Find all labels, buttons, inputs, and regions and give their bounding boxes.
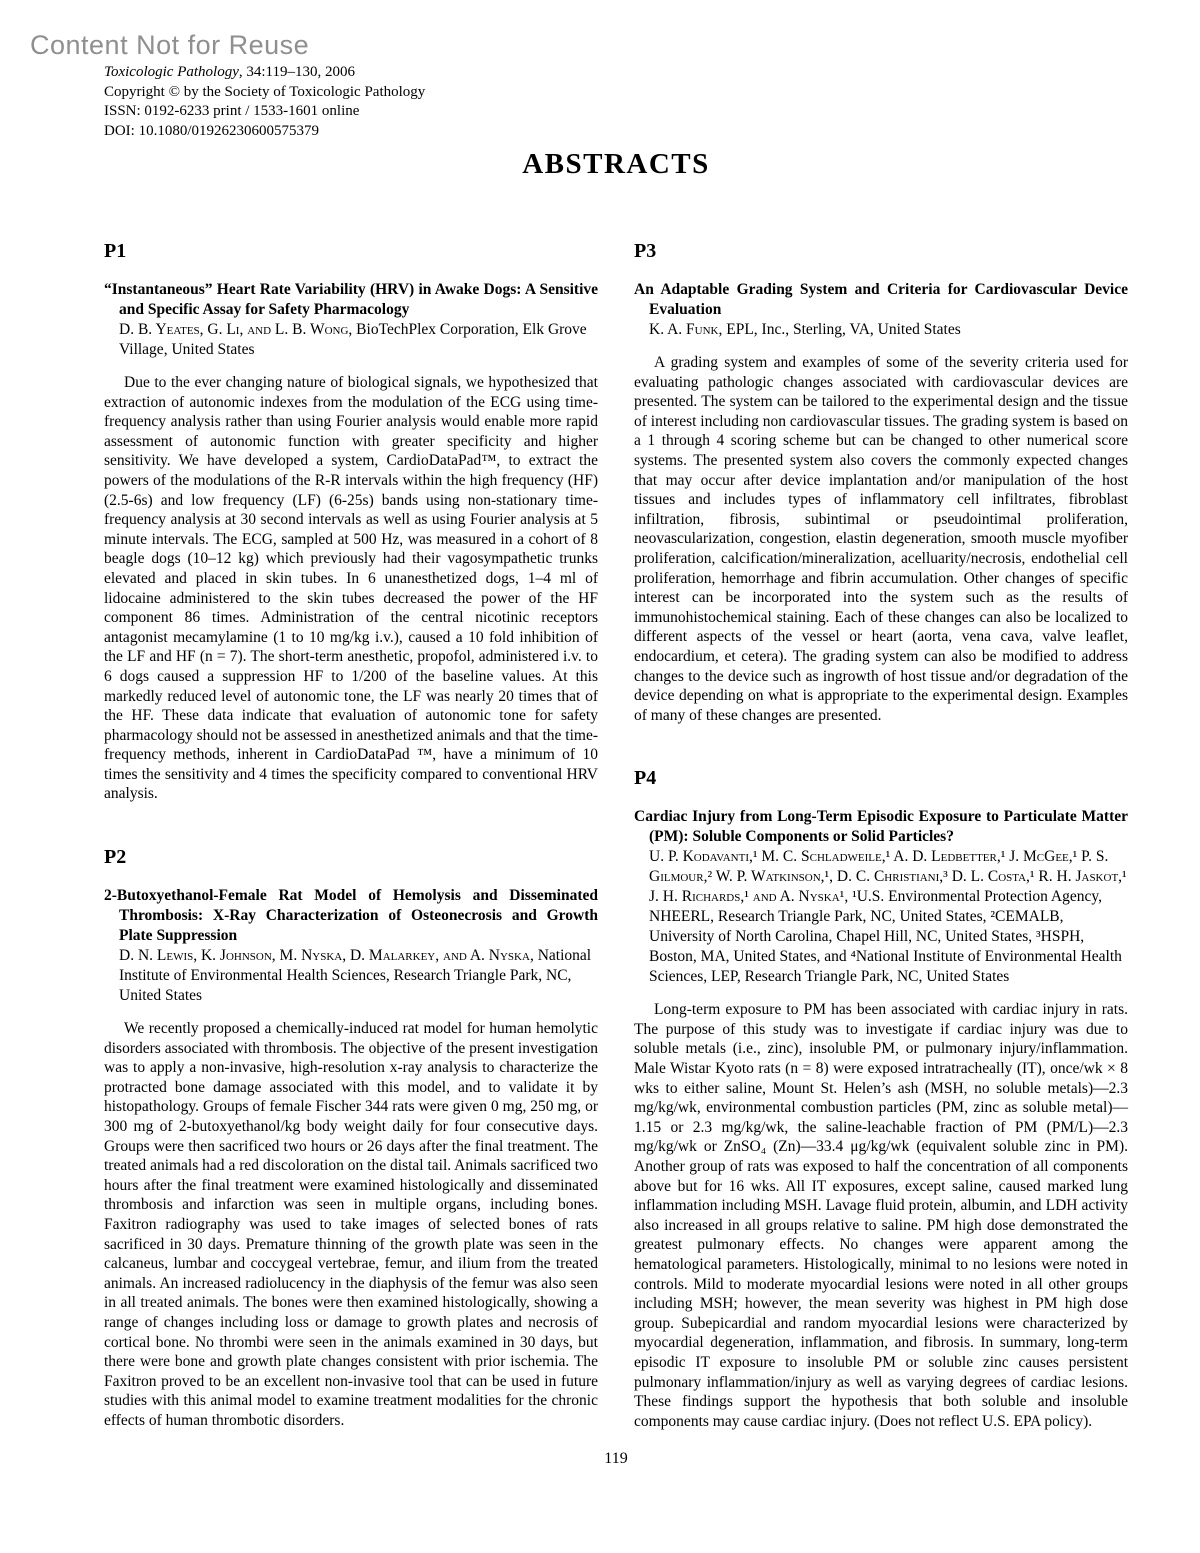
journal-citation-line (104, 63, 425, 83)
issn-line: ISSN: 0192-6233 print / 1533-1601 online (104, 103, 360, 119)
author-names: U. P. Kodavanti,¹ M. C. Schladweile,¹ A. D. Ledbetter,¹ J. McGee,¹ P. S. Gilmour,² W. P. Watkinson,¹, D. C. Christiani,³ D. L. Costa,¹ R. H. Jaskot,¹ J. H. Richards,¹ and A. Nyska¹, (649, 848, 1127, 906)
abstract-p1 (104, 240, 598, 804)
author-names: D. N. Lewis, K. Johnson, M. Nyska, D. Malarkey, and A. Nyska, (119, 947, 534, 965)
journal-citation-rest: , 34:119–130, 2006 (238, 64, 355, 80)
author-affiliation: EPL, Inc., Sterling, VA, United States (726, 321, 961, 338)
author-affiliation: BioTechPlex Corporation, Elk Grove Village, United States (119, 321, 587, 358)
abstract-p4 (634, 767, 1128, 1431)
abstract-title: “Instantaneous” Heart Rate Variability (HRV) in Awake Dogs: A Sensitive and Specific Assay for Safety Pharmacology (104, 281, 598, 318)
abstract-number: P2 (104, 846, 127, 869)
abstract-authors (634, 847, 1128, 987)
abstract-authors (104, 946, 598, 1006)
copyright-line: Copyright © by the Society of Toxicologic Pathology (104, 83, 426, 100)
abstract-title: An Adaptable Grading System and Criteria for Cardiovascular Device Evaluation (634, 281, 1128, 318)
abstract-number: P1 (104, 240, 127, 262)
author-affiliation: ¹U.S. Environmental Protection Agency, NHEERL, Research Triangle Park, NC, United States, ²CEMALB, University of North Carolina, Chapel Hill, NC, United States, ³HSPH, Boston, MA, United States, and ⁴National Institute of Environmental Health Sciences, LEP, Research Triangle Park, NC, United States (649, 888, 1122, 986)
author-names: D. B. Yeates, G. Li, and L. B. Wong, (119, 321, 353, 338)
abstract-authors (104, 320, 598, 360)
author-names: K. A. Funk, (649, 321, 723, 338)
abstract-body: We recently proposed a chemically-induced rat model for human hemolytic disorders associated with thrombosis. The objective of the present investigation was to apply a non-invasive, high-resolution x-ray analysis to characterize the protracted bone damage associated with this model, and to validate it by histopathology. Groups of female Fischer 344 rats were given 0 mg, 250 mg, or 300 mg of 2-butoxyethanol/kg body weight daily for four consecutive days. Groups were then sacrificed two hours or 26 days after the final treatment. The treated animals had a red discoloration on the distal tail. Animals sacrificed two hours after the final treatment were examined histologically and disseminated thrombosis and infarction was seen in multiple organs, including bones. Faxitron radiography was used to take images of selected bones of rats sacrificed in 30 days. Premature thinning of the growth plate was seen in the calcaneus, lumbar and coccygeal vertebrae, femur, and ilium from the treated animals. An increased radiolucency in the diaphysis of the femur was also seen in all treated animals. The bones were then examined histologically, showing a range of changes including loss or damage to growth plates and necrosis of cortical bone. No thrombi were seen in the animals examined in 30 days, but there were bone and growth plate changes consistent with prior ischemia. The Faxitron proved to be an excellent non-invasive tool that can be used in future studies with this animal model to examine treatment modalities for the chronic effects of human thrombotic disorders. (104, 1020, 598, 1429)
abstract-body: A grading system and examples of some of the severity criteria used for evaluating pathologic changes associated with cardiovascular devices are presented. The system can be tailored to the experimental design and the tissue of interest including non cardiovascular tissues. The grading system is based on a 1 through 4 scoring scheme but can be changed to other numerical score systems. The presented system also covers the commonly expected changes that may occur after device implantation and/or manipulation of the host tissues and includes types of inflammatory cell infiltrates, fibroblast infiltration, fibrosis, subintimal or pseudointimal proliferation, neovascularization, congestion, elastin degeneration, smooth muscle myofiber proliferation, calcification/mineralization, acelluarity/necrosis, endothelial cell proliferation, hemorrhage and fibrin accumulation. Other changes of specific interest can be incorporated into the system such as the results of immunohistochemical staining. Each of these changes can also be localized to different aspects of the vessel or heart (aorta, vena cava, valve leaflet, endocardium, et cetera). The grading system can also be modified to address changes to the device such as ingrowth of host tissue and/or degradation of the device depending on what is appropriate to the experimental design. Examples of many of these changes are presented. (634, 354, 1128, 724)
abstract-body: Long-term exposure to PM has been associated with cardiac injury in rats. The purpose of this study was to investigate if cardiac injury was due to soluble metals (i.e., zinc), insoluble PM, or pulmonary injury/inflammation. Male Wistar Kyoto rats (n = 8) were exposed intratracheally (IT), once/wk × 8 wks to either saline, Mount St. Helen’s ash (MSH, no soluble metals)—2.3 mg/kg/wk, environmental combustion particles (PM, zinc as soluble metal)—1.15 or 2.3 mg/kg/wk, the saline-leachable fraction of PM (PM/L)—2.3 mg/kg/wk or ZnSO₄ (Zn)—33.4 μg/kg/wk (equivalent soluble zinc in PM). Another group of rats was exposed to half the concentration of all components above but for 16 wks. All IT exposures, except saline, caused marked lung inflammation including MSH. Lavage fluid protein, albumin, and LDH activity also increased in all groups relative to saline. PM high dose demonstrated the greatest pulmonary effects. No changes were apparent among the hematological parameters. Histologically, minimal to no lesions were noted in controls. Mild to moderate myocardial lesions were noted in all other groups including MSH; however, the mean severity was highest in PM high dose group. Subepicardial and random myocardial lesions were characterized by myocardial degeneration, inflammation, and fibrosis. In summary, long-term episodic IT exposure to insoluble PM or soluble zinc causes persistent pulmonary inflammation/injury as well as varying degrees of cardiac lesions. These findings support the hypothesis that both soluble and insoluble components may cause cardiac injury. (Does not reflect U.S. EPA policy). (634, 1001, 1128, 1430)
abstract-number: P4 (634, 767, 657, 790)
abstract-number: P3 (634, 240, 657, 262)
abstract-body: Due to the ever changing nature of biological signals, we hypothesized that extraction of autonomic indexes from the modulation of the ECG using time-frequency analysis rather than using Fourier analysis would enable more rapid assessment of autonomic function with greater specificity and higher sensitivity. We have developed a system, CardioDataPad™, to extract the powers of the modulations of the R-R intervals within the high frequency (HF) (2.5-6s) and low frequency (LF) (6-25s) bands using non-stationary time-frequency analysis at 30 second intervals as well as using Fourier analysis at 5 minute intervals. The ECG, sampled at 500 Hz, was measured in a cohort of 8 beagle dogs (10–12 kg) which previously had their vagosympathetic trunks elevated and placed in skin tubes. In 6 unanesthetized dogs, 1–4 ml of lidocaine administered to the skin tubes decreased the power of the HF component 86 times. Administration of the central nicotinic receptors antagonist mecamylamine (1 to 10 mg/kg i.v.), caused a 10 fold inhibition of the LF and HF (n = 7). The short-term anesthetic, propofol, administered i.v. to 6 dogs caused a suppression HF to 1/200 of the baseline values. At this markedly reduced level of autonomic tone, the LF was nearly 20 times that of the HF. These data indicate that evaluation of autonomic tone for safety pharmacology should not be assessed in anesthetized animals and that the time-frequency methods, inherent in CardioDataPad ™, have a minimum of 10 times the sensitivity and 4 times the specificity compared to conventional HRV analysis. (104, 374, 598, 803)
left-column (104, 240, 598, 1431)
page-title: ABSTRACTS (522, 148, 710, 180)
journal-meta-block (104, 63, 425, 141)
author-affiliation: National Institute of Environmental Health Sciences, Research Triangle Park, NC, United States (119, 947, 592, 1005)
two-column-layout (104, 240, 1128, 1431)
doi-line: DOI: 10.1080/01926230600575379 (104, 122, 319, 139)
watermark-text: Content Not for Reuse (30, 30, 310, 60)
abstract-title: 2-Butoxyethanol-Female Rat Model of Hemolysis and Disseminated Thrombosis: X-Ray Characterization of Osteonecrosis and Growth Plate Suppression (104, 887, 598, 945)
page-number: 119 (604, 1450, 628, 1467)
journal-name: Toxicologic Pathology (104, 64, 239, 80)
abstract-p3 (634, 240, 1128, 725)
abstract-p2 (104, 846, 598, 1430)
right-column (634, 240, 1128, 1431)
abstract-authors (634, 320, 1128, 340)
abstract-title: Cardiac Injury from Long-Term Episodic Exposure to Particulate Matter (PM): Soluble Components or Solid Particles? (634, 808, 1128, 846)
